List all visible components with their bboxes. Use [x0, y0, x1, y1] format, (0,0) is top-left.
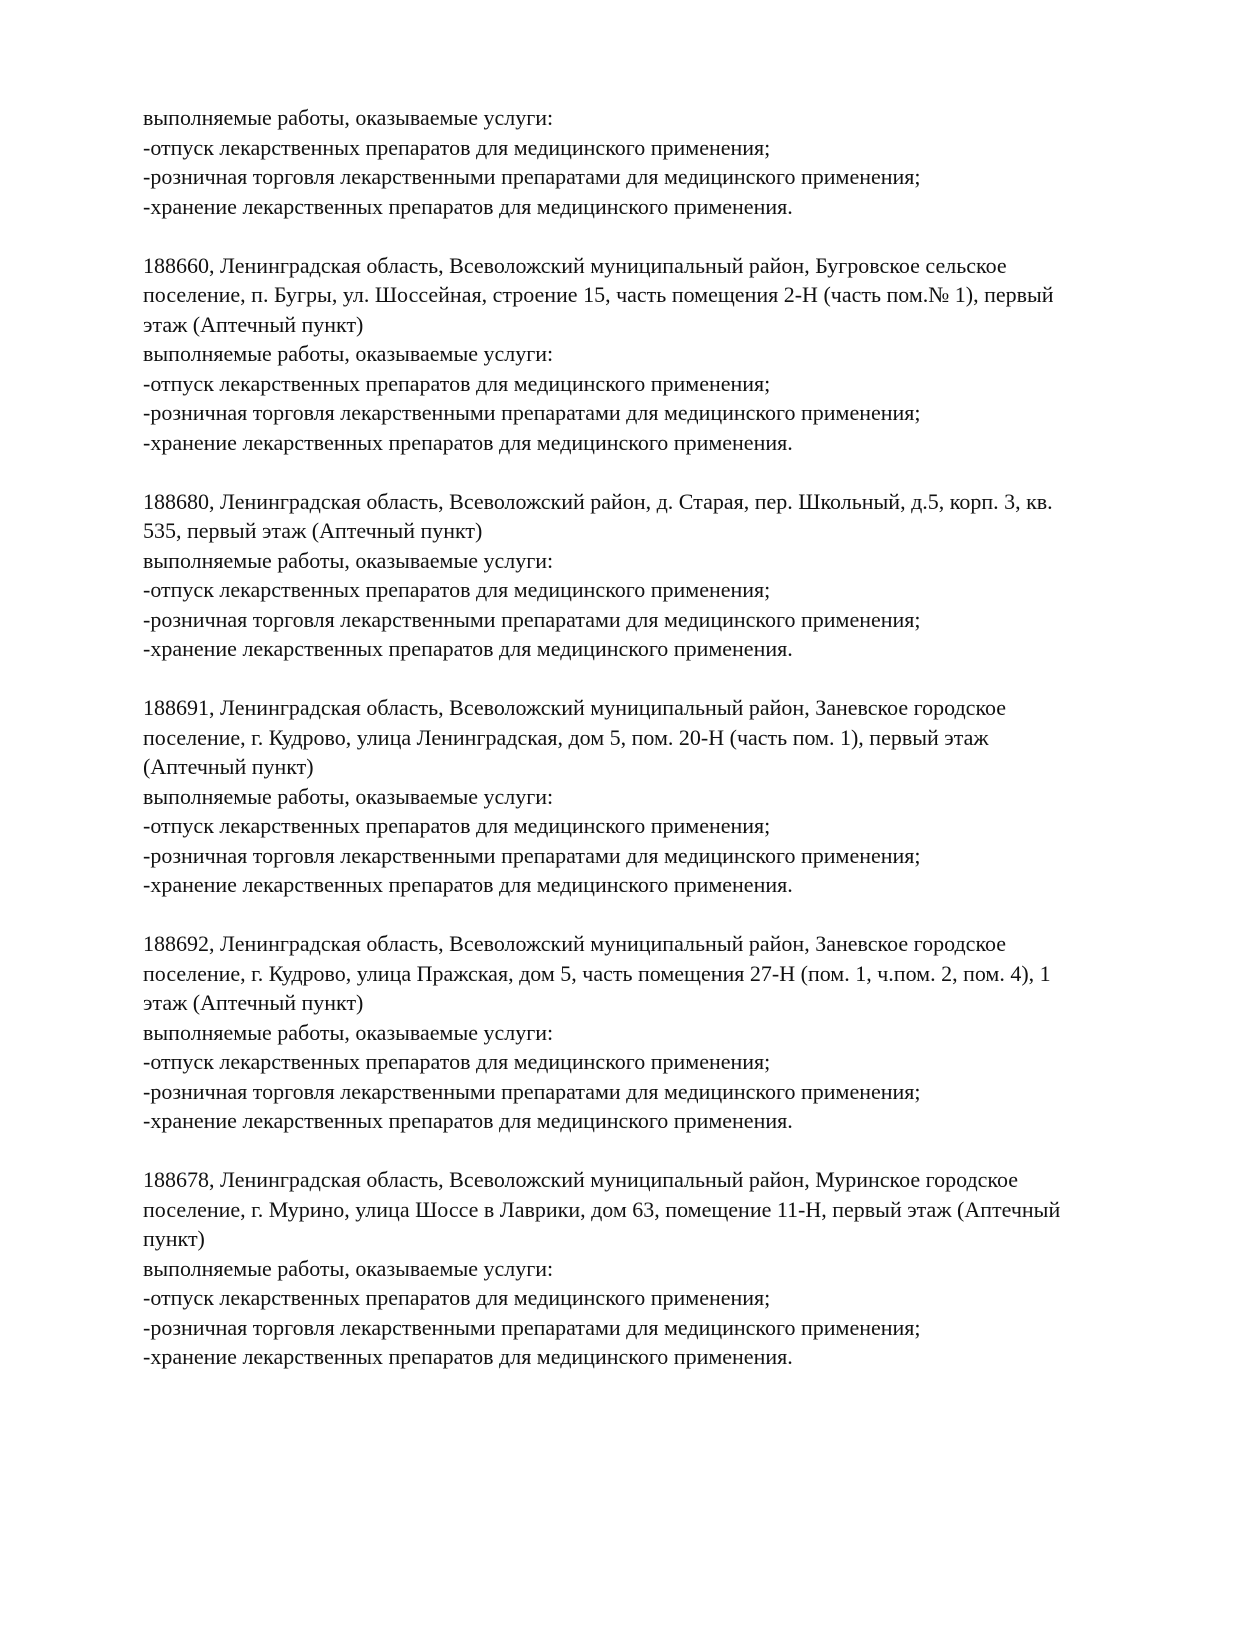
service-item: -отпуск лекарственных препаратов для медицинского применения;: [143, 1049, 771, 1074]
services-heading: выполняемые работы, оказываемые услуги:: [143, 105, 554, 130]
services-heading: выполняемые работы, оказываемые услуги:: [143, 1255, 554, 1281]
service-item: -хранение лекарственных препаратов для медицинского применения.: [143, 872, 793, 897]
address-line: этаж (Аптечный пункт): [143, 311, 364, 337]
services-heading: выполняемые работы, оказываемые услуги:: [143, 547, 554, 573]
pharmacy-block-kudrovo-prazhskaya: [143, 929, 1180, 1136]
service-item: -хранение лекарственных препаратов для медицинского применения.: [143, 636, 793, 661]
address-line: 188660, Ленинградская область, Всеволожский муниципальный район, Бугровское сельское: [143, 252, 1007, 278]
address-line: поселение, г. Мурино, улица Шоссе в Лаврики, дом 63, помещение 11-Н, первый этаж (Аптечный: [143, 1196, 1061, 1222]
address-line: (Аптечный пункт): [143, 754, 314, 779]
service-item: -хранение лекарственных препаратов для медицинского применения.: [143, 1108, 793, 1133]
address-line: поселение, п. Бугры, ул. Шоссейная, строение 15, часть помещения 2-Н (часть пом.№ 1), первый: [143, 282, 1054, 307]
service-item: -розничная торговля лекарственными препаратами для медицинского применения;: [143, 164, 921, 189]
services-heading: выполняемые работы, оказываемые услуги:: [143, 1019, 554, 1045]
pharmacy-block-bugry: [143, 251, 1180, 458]
service-item: -розничная торговля лекарственными препаратами для медицинского применения;: [143, 606, 921, 632]
services-heading: выполняемые работы, оказываемые услуги:: [143, 783, 554, 809]
service-item: -отпуск лекарственных препаратов для медицинского применения;: [143, 577, 771, 602]
address-line: 188680, Ленинградская область, Всеволожский район, д. Старая, пер. Школьный, д.5, корп. 3, кв.: [143, 488, 1053, 514]
service-item: -хранение лекарственных препаратов для медицинского применения.: [143, 193, 793, 219]
address-line: пункт): [143, 1226, 205, 1251]
address-line: 188692, Ленинградская область, Всеволожский муниципальный район, Заневское городское: [143, 931, 1007, 956]
service-item: -хранение лекарственных препаратов для медицинского применения.: [143, 1344, 793, 1369]
service-item: -розничная торговля лекарственными препаратами для медицинского применения;: [143, 842, 921, 868]
service-item: -отпуск лекарственных препаратов для медицинского применения;: [143, 1285, 771, 1310]
service-item: -отпуск лекарственных препаратов для медицинского применения;: [143, 813, 771, 838]
services-heading: выполняемые работы, оказываемые услуги:: [143, 341, 554, 366]
service-item: -розничная торговля лекарственными препаратами для медицинского применения;: [143, 1078, 921, 1104]
service-item: -розничная торговля лекарственными препаратами для медицинского применения;: [143, 400, 921, 425]
services-block-continued: [143, 103, 1180, 221]
address-line: 188678, Ленинградская область, Всеволожский муниципальный район, Муринское городское: [143, 1167, 1019, 1192]
address-line: 535, первый этаж (Аптечный пункт): [143, 518, 483, 543]
pharmacy-block-kudrovo-leningradskaya: [143, 693, 1180, 900]
service-item: -хранение лекарственных препаратов для медицинского применения.: [143, 429, 793, 455]
service-item: -розничная торговля лекарственными препаратами для медицинского применения;: [143, 1314, 921, 1340]
service-item: -отпуск лекарственных препаратов для медицинского применения;: [143, 134, 771, 160]
address-line: этаж (Аптечный пункт): [143, 990, 364, 1015]
address-line: поселение, г. Кудрово, улица Пражская, дом 5, часть помещения 27-Н (пом. 1, ч.пом. 2, пом. 4), 1: [143, 960, 1051, 986]
service-item: -отпуск лекарственных препаратов для медицинского применения;: [143, 370, 771, 396]
address-line: 188691, Ленинградская область, Всеволожский муниципальный район, Заневское городское: [143, 695, 1007, 720]
pharmacy-block-murino: [143, 1165, 1180, 1372]
address-line: поселение, г. Кудрово, улица Ленинградская, дом 5, пом. 20-Н (часть пом. 1), первый этаж: [143, 724, 989, 750]
pharmacy-block-staraya: [143, 487, 1180, 664]
